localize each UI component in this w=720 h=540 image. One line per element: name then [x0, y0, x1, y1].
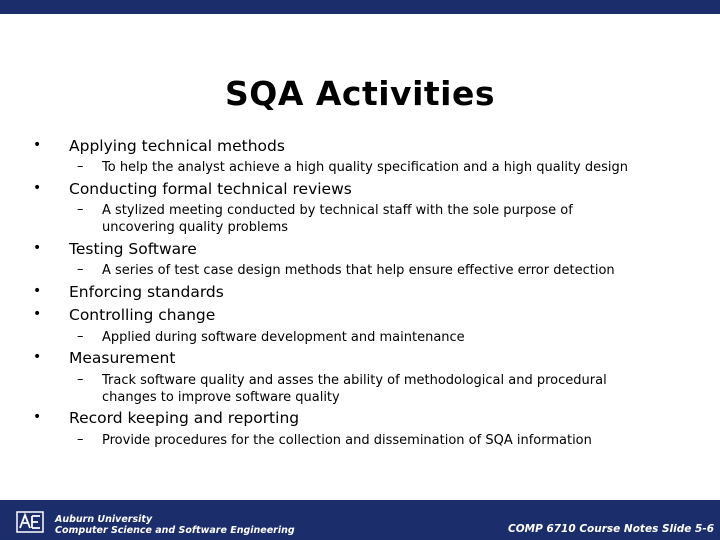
bullet-text: Applying technical methods [69, 137, 285, 155]
bullet-text: Controlling change [69, 306, 216, 324]
bullet-dot: • [33, 240, 42, 256]
sub-bullet-text: A stylized meeting conducted by technical staff with the sole purpose of uncovering quality problems [102, 203, 573, 235]
bullet-text: Testing Software [69, 240, 197, 258]
bullet-dot: • [33, 180, 42, 196]
sub-bullet-dash: – [77, 202, 84, 217]
bullet-text: Record keeping and reporting [69, 409, 300, 427]
sub-bullet-dash: – [77, 262, 84, 277]
sub-bullet-text: Applied during software development and maintenance [102, 330, 465, 345]
footer-org-line2: Computer Science and Software Engineering [55, 525, 295, 536]
bullet-text: Conducting formal technical reviews [69, 180, 352, 198]
footer-course-slide: COMP 6710 Course Notes Slide 5-6 [508, 523, 714, 535]
sub-bullet-dash: – [77, 432, 84, 447]
auburn-cse-logo-icon [16, 510, 44, 534]
footer-org [55, 514, 295, 536]
sub-bullet-dash: – [77, 159, 84, 174]
footer-org-line1: Auburn University [55, 514, 153, 525]
bullet-text: Enforcing standards [69, 283, 224, 301]
bullet-dot: • [33, 306, 42, 322]
sub-bullet-text: A series of test case design methods that help ensure effective error detection [102, 263, 615, 278]
footer-bar [0, 500, 720, 540]
bullet-dot: • [33, 283, 42, 299]
bullet-text: Measurement [69, 349, 176, 367]
bullet-dot: • [33, 409, 42, 425]
sub-bullet-text: Track software quality and asses the ability of methodological and procedural changes to improve software quality [102, 373, 607, 405]
sub-bullet-dash: – [77, 372, 84, 387]
sub-bullet-text: Provide procedures for the collection and dissemination of SQA information [102, 433, 592, 448]
slide-title: SQA Activities [225, 74, 495, 113]
sub-bullet-text: To help the analyst achieve a high quality specification and a high quality design [102, 160, 628, 175]
sub-bullet-dash: – [77, 329, 84, 344]
bullet-dot: • [33, 349, 42, 365]
bullet-dot: • [33, 137, 42, 153]
